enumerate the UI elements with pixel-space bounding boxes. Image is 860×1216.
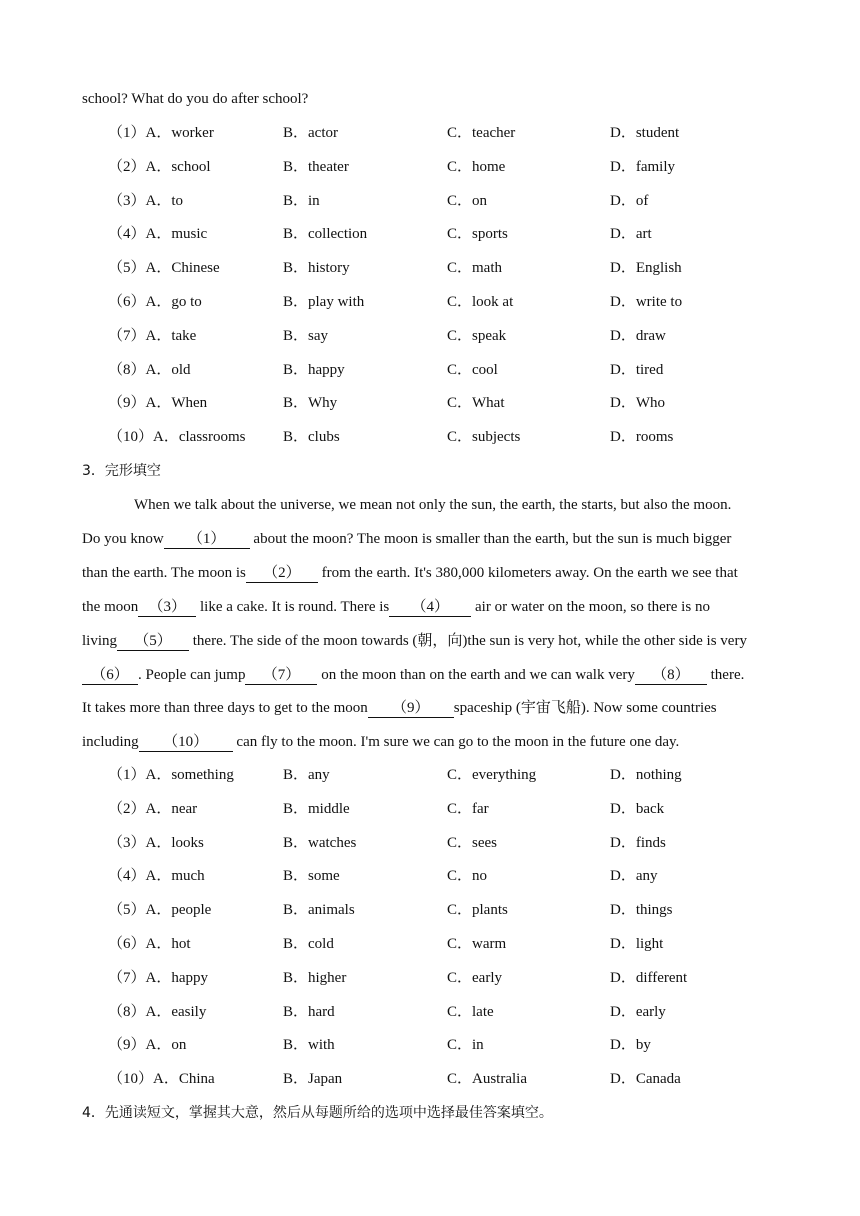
passage-text: including (82, 734, 139, 750)
option-a: A．much (145, 868, 205, 885)
passage-text: Do you know (82, 531, 164, 547)
question-number: （2） (108, 800, 146, 817)
question-number-and-option-a (108, 157, 211, 177)
option-row (108, 1069, 828, 1089)
question-number-and-option-a (108, 123, 214, 143)
option-a: A．China (153, 1071, 215, 1088)
option-b: B．collection (283, 226, 368, 243)
option-d: D．student (610, 125, 680, 141)
passage-text: living (82, 633, 118, 649)
option-b: B．cold (283, 936, 334, 952)
option-c: C．What (447, 395, 505, 412)
section3-heading: 3．完形填空 (82, 463, 161, 479)
option-b: B．Japan (283, 1071, 343, 1088)
question-number-and-option-a (108, 833, 204, 853)
option-row (108, 360, 828, 380)
option-d: D．things (610, 902, 673, 919)
blank-5: （5） (117, 632, 189, 651)
option-a: A．Chinese (145, 260, 220, 277)
question-number: （4） (108, 868, 146, 885)
option-a: A．worker (145, 125, 214, 141)
question-number: （5） (108, 260, 146, 277)
option-d: D．nothing (610, 767, 682, 783)
passage-line (82, 665, 744, 685)
option-row (108, 258, 828, 278)
question-number-and-option-a (108, 1069, 215, 1089)
option-c: C．math (447, 260, 502, 277)
question-number: （7） (108, 327, 146, 344)
option-row (108, 123, 828, 143)
option-c: C．in (447, 1037, 484, 1054)
option-row (108, 866, 828, 886)
question-number: （4） (108, 226, 146, 243)
option-row (108, 427, 828, 447)
option-c: C．far (447, 800, 489, 817)
option-a: A．looks (145, 834, 204, 851)
option-row (108, 157, 828, 177)
passage-line (82, 732, 679, 752)
option-b: B．watches (283, 834, 357, 851)
passage-line (82, 597, 710, 617)
option-d: D．Canada (610, 1071, 681, 1088)
question-number: （7） (108, 969, 146, 986)
question-number-and-option-a (108, 258, 220, 278)
option-b: B．happy (283, 361, 345, 378)
question-number: （3） (108, 834, 146, 851)
option-d: D．by (610, 1037, 651, 1054)
option-d: D．rooms (610, 429, 674, 446)
option-row (108, 224, 828, 244)
option-a: A．on (145, 1037, 187, 1054)
option-a: A．school (145, 158, 211, 175)
option-row (108, 326, 828, 346)
option-d: D．draw (610, 327, 666, 344)
passage-text: from the earth. It's 380,000 kilometers away. On the earth we see that (317, 565, 738, 581)
option-b: B．actor (283, 125, 338, 141)
question-number: （1） (108, 125, 146, 141)
passage-text: It takes more than three days to get to the moon (82, 700, 368, 716)
option-row (108, 191, 828, 211)
passage-line (82, 698, 717, 718)
blank-2: （2） (246, 564, 318, 583)
option-a: A．to (145, 192, 184, 209)
option-a: A．easily (145, 1003, 207, 1020)
option-c: C．sees (447, 834, 497, 851)
question-number: （8） (108, 361, 146, 378)
question-number: （1） (108, 767, 146, 783)
question-number-and-option-a (108, 1002, 206, 1022)
option-b: B．with (283, 1037, 335, 1054)
option-c: C．cool (447, 361, 498, 378)
question-number: （9） (108, 1037, 146, 1054)
option-c: C．plants (447, 902, 508, 919)
option-b: B．animals (283, 902, 355, 919)
option-row (108, 934, 828, 954)
option-c: C．late (447, 1003, 494, 1020)
question-number-and-option-a (108, 191, 183, 211)
option-b: B．play with (283, 294, 365, 310)
question-number: （10） (108, 1071, 154, 1088)
intro-line: school? What do you do after school? (82, 91, 309, 107)
blank-6: （6） (82, 666, 138, 685)
question-number: （9） (108, 395, 146, 412)
passage-line: When we talk about the universe, we mean not only the sun, the earth, the starts, but also the moon. (134, 497, 732, 513)
question-number-and-option-a (108, 866, 205, 886)
option-b: B．say (283, 327, 329, 344)
option-row (108, 765, 828, 785)
option-c: C．look at (447, 294, 514, 310)
option-c: C．on (447, 192, 488, 209)
option-a: A．old (145, 361, 191, 378)
passage-text: spaceship (宇宙飞船). Now some countries (453, 700, 717, 716)
question-number-and-option-a (108, 1035, 186, 1055)
question-number-and-option-a (108, 326, 196, 346)
option-row (108, 833, 828, 853)
blank-3: （3） (138, 598, 196, 617)
option-b: B．some (283, 868, 340, 885)
question-number: （6） (108, 936, 146, 952)
option-d: D．finds (610, 834, 666, 851)
option-d: D．of (610, 192, 649, 209)
passage-line (82, 529, 731, 549)
option-b: B．theater (283, 158, 349, 175)
blank-10: （10） (139, 733, 233, 752)
blank-4: （4） (389, 598, 471, 617)
passage-line (82, 631, 747, 651)
option-row (108, 968, 828, 988)
passage-text: there. The side of the moon towards (朝，向)the sun is very hot, while the other side is very (189, 633, 747, 649)
blank-1: （1） (164, 530, 250, 549)
option-c: C．everything (447, 767, 537, 783)
question-number-and-option-a (108, 765, 234, 785)
option-row (108, 1002, 828, 1022)
passage-text: air or water on the moon, so there is no (471, 599, 710, 615)
option-d: D．art (610, 226, 652, 243)
option-b: B．in (283, 192, 320, 209)
question-number-and-option-a (108, 292, 202, 312)
passage-line (82, 563, 738, 583)
option-c: C．subjects (447, 429, 521, 446)
option-row (108, 292, 828, 312)
passage-text: on the moon than on the earth and we can walk very (317, 667, 635, 683)
passage-text: there. (706, 667, 745, 683)
question-number: （6） (108, 294, 146, 310)
option-b: B．history (283, 260, 350, 277)
option-d: D．back (610, 800, 665, 817)
section4-heading: 4．先通读短文，掌握其大意，然后从每题所给的选项中选择最佳答案填空。 (82, 1105, 553, 1121)
option-d: D．family (610, 158, 675, 175)
question-number: （10） (108, 429, 154, 446)
option-a: A．near (145, 800, 198, 817)
question-number-and-option-a (108, 224, 207, 244)
question-number: （2） (108, 158, 146, 175)
option-a: A．classrooms (153, 429, 246, 446)
option-row (108, 1035, 828, 1055)
option-d: D．early (610, 1003, 666, 1020)
option-b: B．higher (283, 969, 347, 986)
question-number: （3） (108, 192, 146, 209)
question-number-and-option-a (108, 393, 207, 413)
passage-text: . People can jump (138, 667, 246, 683)
option-a: A．hot (145, 936, 191, 952)
blank-7: （7） (245, 666, 317, 685)
question-number-and-option-a (108, 427, 246, 447)
option-a: A．people (145, 902, 212, 919)
option-d: D．tired (610, 361, 664, 378)
option-d: D．light (610, 936, 664, 952)
option-a: A．go to (145, 294, 202, 310)
question-number-and-option-a (108, 799, 197, 819)
passage-text: the moon (82, 599, 139, 615)
passage-text: about the moon? The moon is smaller than the earth, but the sun is much bigger (249, 531, 732, 547)
question-number: （8） (108, 1003, 146, 1020)
option-c: C．teacher (447, 125, 516, 141)
option-a: A．music (145, 226, 208, 243)
option-d: D．any (610, 868, 658, 885)
option-a: A．When (145, 395, 208, 412)
question-number-and-option-a (108, 968, 208, 988)
option-d: D．write to (610, 294, 683, 310)
option-a: A．take (145, 327, 197, 344)
option-c: C．speak (447, 327, 507, 344)
option-b: B．any (283, 767, 330, 783)
option-c: C．Australia (447, 1071, 527, 1088)
option-d: D．different (610, 969, 688, 986)
option-row (108, 799, 828, 819)
option-b: B．middle (283, 800, 350, 817)
option-c: C．no (447, 868, 488, 885)
option-d: D．English (610, 260, 682, 277)
question-number-and-option-a (108, 360, 191, 380)
option-a: A．something (145, 767, 234, 783)
option-b: B．Why (283, 395, 338, 412)
option-row (108, 900, 828, 920)
option-c: C．warm (447, 936, 507, 952)
question-number: （5） (108, 902, 146, 919)
option-d: D．Who (610, 395, 665, 412)
option-c: C．home (447, 158, 506, 175)
option-b: B．hard (283, 1003, 335, 1020)
question-number-and-option-a (108, 900, 211, 920)
passage-text: can fly to the moon. I'm sure we can go to the moon in the future one day. (232, 734, 680, 750)
blank-9: （9） (368, 699, 454, 718)
passage-text: like a cake. It is round. There is (196, 599, 390, 615)
question-number-and-option-a (108, 934, 191, 954)
passage-text: than the earth. The moon is (82, 565, 246, 581)
option-a: A．happy (145, 969, 209, 986)
blank-8: （8） (635, 666, 707, 685)
option-b: B．clubs (283, 429, 340, 446)
option-c: C．sports (447, 226, 508, 243)
option-c: C．early (447, 969, 502, 986)
option-row (108, 393, 828, 413)
